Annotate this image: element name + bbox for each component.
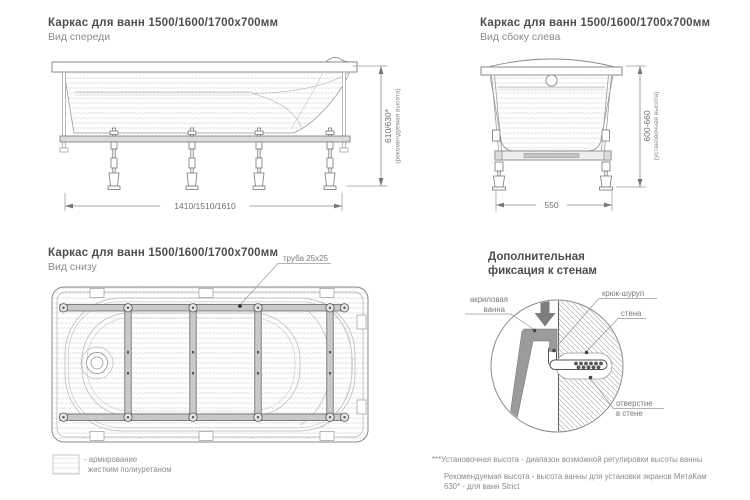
bottom-view-subtitle: Вид снизу [48,261,97,273]
label-hook-screw: крюк-шуруп [602,289,645,298]
label-wall: стена [621,309,642,318]
side-view-subtitle: Вид сбоку слева [480,31,561,43]
frame-crossbar [255,305,261,421]
front-view-subtitle: Вид спереди [48,31,111,43]
legend [53,455,172,474]
legend-text-line2: жестким полиуретаном [88,465,172,474]
detail-drawing [465,289,664,438]
frame-rail [60,414,347,421]
front-width-dim-label: 1410/1510/1610 [174,201,236,211]
side-width-dim-label: 550 [544,200,559,210]
detail-view-title-line1: Дополнительная [488,251,585,263]
side-width-dimension [496,191,612,211]
label-acrylic-bath-line2: ванна [483,305,505,314]
front-height-note-label: (рекомендуемая высота) [394,88,402,164]
bottom-view-drawing [52,254,368,474]
frame-crossbar [190,305,196,421]
label-wall-hole-line1: отверстие [616,399,653,408]
detail-view-title-line2: фиксация к стенам [488,265,597,277]
footnote-installation-height: ***Установочная высота - диапазон возможной регулировки высоты ванны [432,455,703,464]
front-view-title: Каркас для ванн 1500/1600/1700x700мм [48,17,279,29]
bottom-view-title: Каркас для ванн 1500/1600/1700x700мм [48,247,279,259]
side-height-dim-label: 600-660 [642,110,652,142]
legend-swatch [53,455,79,474]
side-height-note-label: (установочная высота) [653,91,660,161]
overflow-hole [546,75,557,86]
footnote-recommended-height: Рекомендуемая высота - высота ванны для установки экранов МетаКам [444,472,707,481]
side-height-dimension [616,66,660,187]
side-leg [493,162,506,190]
front-width-dimension [65,193,342,211]
side-view-drawing [481,59,660,211]
pipe-size-label: труба 25x25 [283,254,328,263]
frame-rail [60,305,347,312]
label-acrylic-bath-line1: акриловая [469,295,508,304]
frame-crossbar [125,305,131,421]
front-height-dimension [347,66,402,186]
legend-text-line1: - армирование [84,455,138,464]
footnote-630-strict: 630* - для ванн Strict [444,482,520,491]
side-view-title: Каркас для ванн 1500/1600/1700x700мм [480,17,711,29]
side-leg [600,162,613,190]
front-height-dim-label: 610/630* [383,108,393,144]
label-wall-hole-line2: в стене [616,409,643,418]
front-view-drawing [52,57,402,211]
frame-crossbar [327,305,333,421]
